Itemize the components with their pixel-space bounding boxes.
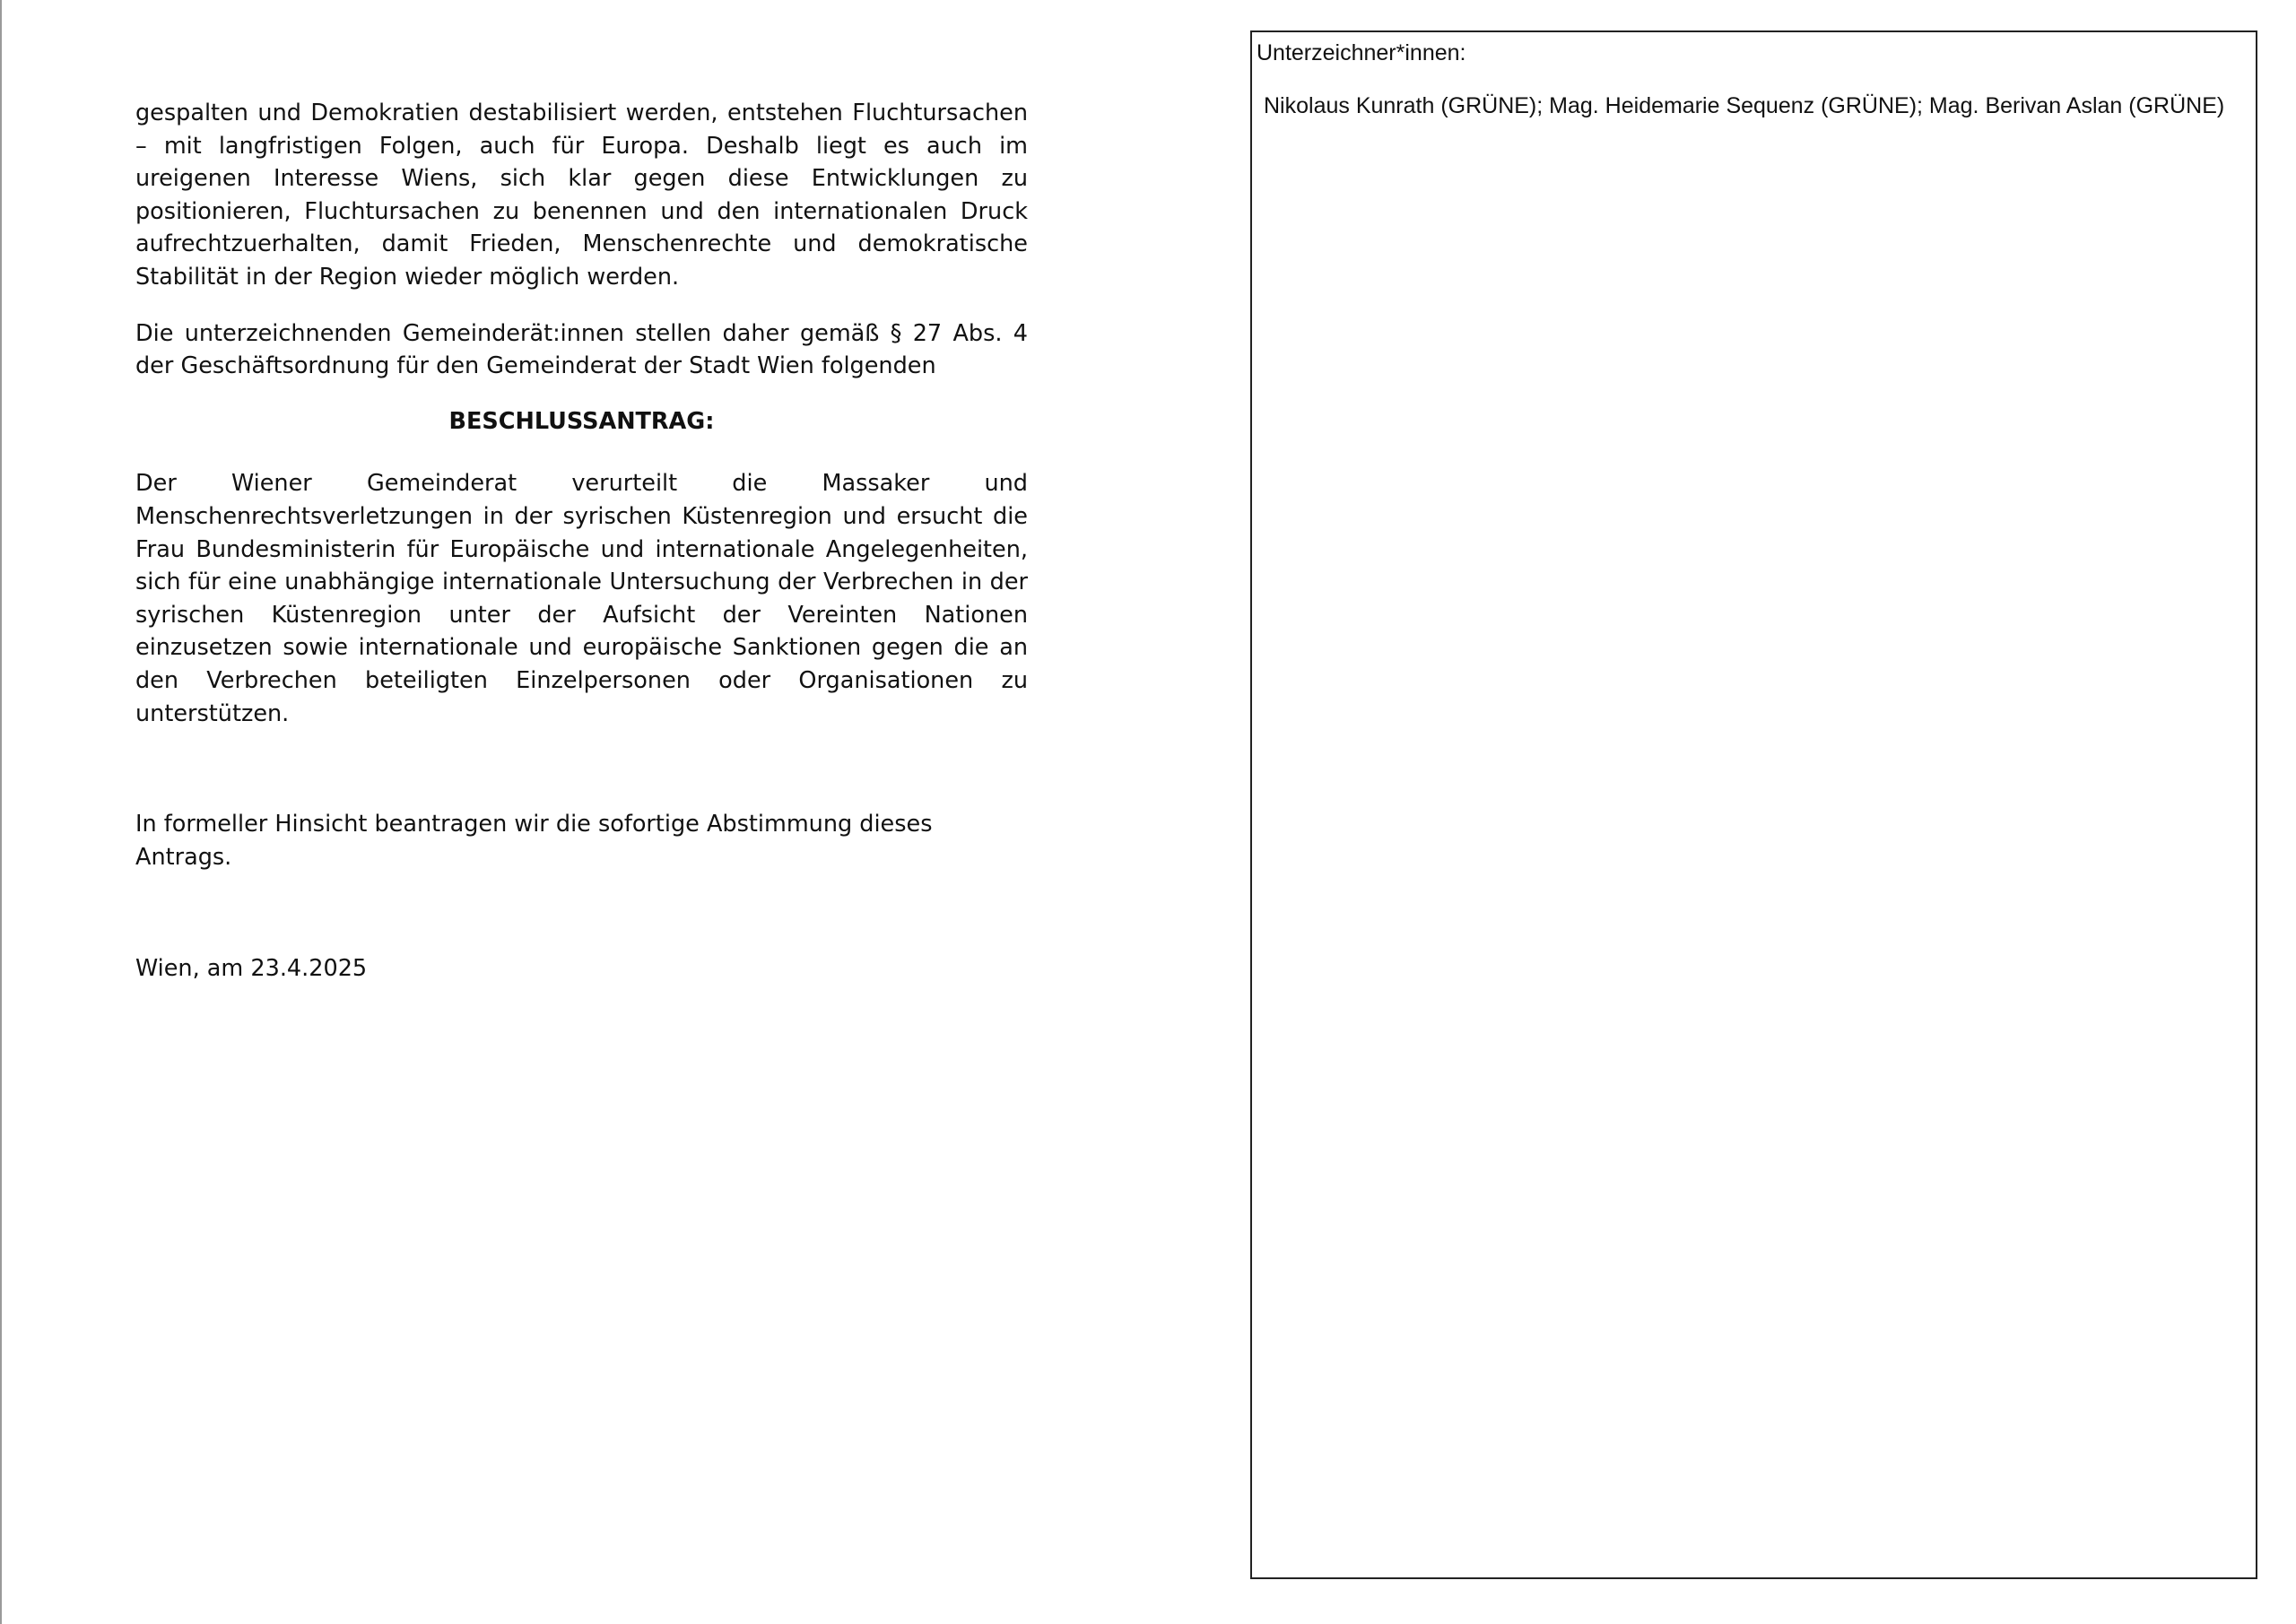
- signers-box: [1250, 30, 2257, 1579]
- page-edge: [0, 0, 2, 1624]
- signers-names: Nikolaus Kunrath (GRÜNE); Mag. Heidemarie Sequenz (GRÜNE); Mag. Berivan Aslan (GRÜNE): [1264, 93, 2225, 118]
- motion-heading: BESCHLUSSANTRAG:: [448, 407, 715, 435]
- formal-request: In formeller Hinsicht beantragen wir die sofortige Abstimmung dieses Antrags.: [135, 811, 933, 871]
- motion-body: [135, 97, 1028, 986]
- signers-label: Unterzeichner*innen:: [1257, 40, 1466, 65]
- motion-text: Der Wiener Gemeinderat verurteilt die Massaker und Menschenrechtsverletzungen in der syrischen Küstenregion und ersucht die Frau Bundesministerin für Europäische und internationale Angelegenheiten, sich für eine unabhängige internationale Untersuchung der Verbrechen in der syrischen Küstenregion unter der Aufsicht der Vereinten Nationen einzusetzen sowie internationale und europäische Sanktionen gegen die an den Verbrechen beteiligten Einzelpersonen oder Organisationen zu unterstützen.: [135, 470, 1028, 727]
- date-line: Wien, am 23.4.2025: [135, 955, 368, 983]
- intro-paragraph: gespalten und Demokratien destabilisiert werden, entstehen Fluchtursachen – mit langfristigen Folgen, auch für Europa. Deshalb liegt es auch im ureigenen Interesse Wiens, sich klar gegen diese Entwicklungen zu positionieren, Fluchtursachen zu benennen und den internationalen Druck aufrechtzuerhalten, damit Frieden, Menschenrechte und demokratische Stabilität in der Region wieder möglich werden.: [135, 100, 1028, 291]
- submission-paragraph: Die unterzeichnenden Gemeinderät:innen stellen daher gemäß § 27 Abs. 4 der Geschäftsordnung für den Gemeinderat der Stadt Wien folgenden: [135, 319, 1028, 380]
